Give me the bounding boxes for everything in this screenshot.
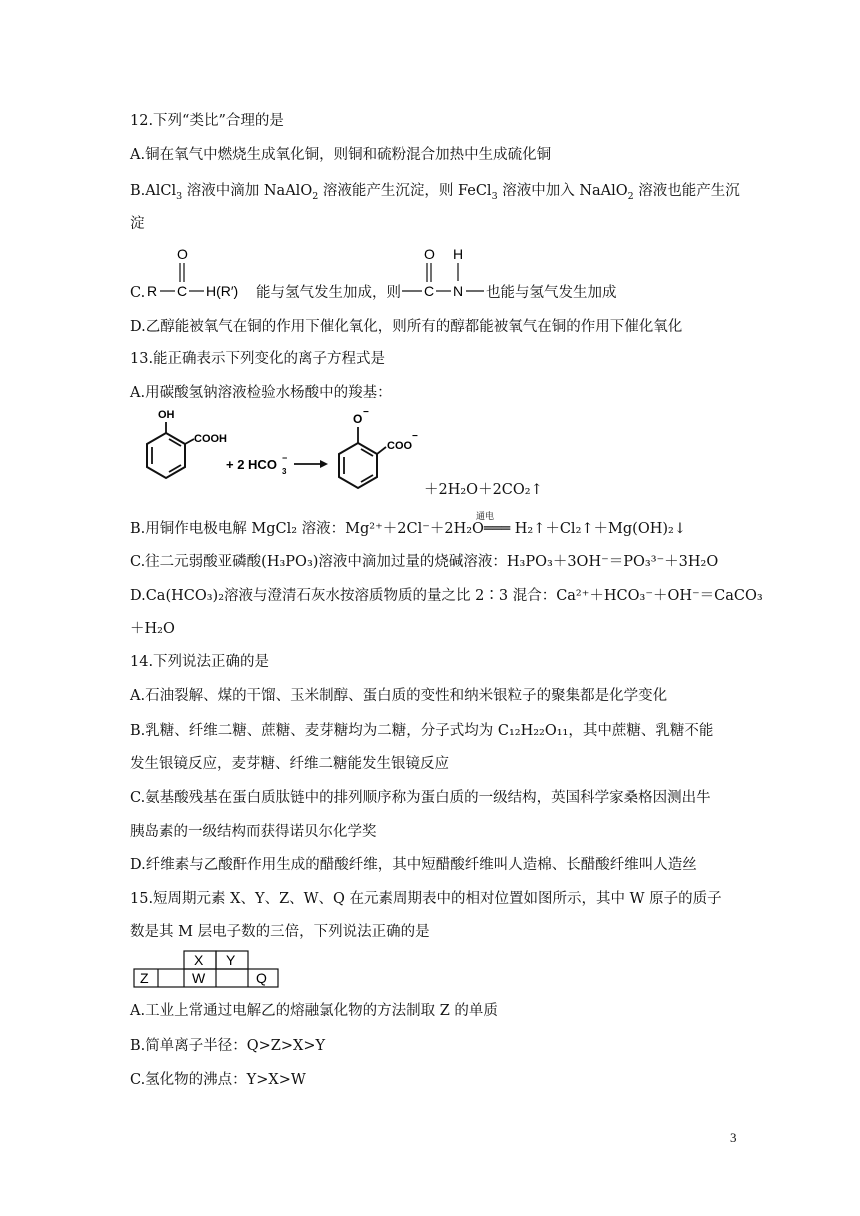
right-o-minus: − xyxy=(363,407,369,418)
q12-option-b-line1: B.AlCl$_3$ 溶液中滴加 NaAlO$_2$ 溶液能产生沉淀，则 FeCl$_3$ 溶液中加入 NaAlO$_2$ 溶液也能产生沉 xyxy=(130,183,740,202)
q12-b-part1: B.AlCl xyxy=(130,183,177,199)
q14-option-a: A.石油裂解、煤的干馏、玉米制醇、蛋白质的变性和纳米银粒子的聚集都是化学变化 xyxy=(130,688,668,704)
cell-x: X xyxy=(194,952,204,968)
struct1-c: C xyxy=(177,283,188,299)
electrolysis-label: 通电 xyxy=(476,512,495,522)
struct1-oxygen: O xyxy=(177,246,188,262)
q13-option-a-products: ＋2H₂O＋2CO₂↑ xyxy=(424,482,543,498)
reagent-label: + 2 HCO xyxy=(226,457,277,472)
q13-option-d-line2: ＋H₂O xyxy=(130,621,175,637)
q15-title-line1: 15.短周期元素 X、Y、Z、W、Q 在元素周期表中的相对位置如图所示，其中 W 原子的质子 xyxy=(130,891,722,907)
q12-option-b-line2: 淀 xyxy=(130,216,145,232)
q12-option-c-mid: 能与氢气发生加成，则 xyxy=(256,285,401,301)
q14-option-c-line2: 胰岛素的一级结构而获得诺贝尔化学奖 xyxy=(130,824,377,840)
reagent-superscript: − xyxy=(282,453,288,463)
right-o-label: O xyxy=(353,412,363,426)
q14-option-b-line1: B.乳糖、纤维二糖、蔗糖、麦芽糖均为二糖，分子式均为 C₁₂H₂₂O₁₁，其中蔗糖、乳糖不能 xyxy=(130,723,714,739)
right-coo-minus: − xyxy=(412,431,418,442)
q12-b-part3: 溶液能产生沉淀，则 FeCl xyxy=(318,183,492,199)
struct1-r: R xyxy=(147,283,158,299)
q12-option-c-prefix: C. xyxy=(130,285,146,301)
q12-title: 12.下列“类比”合理的是 xyxy=(130,113,284,129)
q14-option-b-line2: 发生银镜反应，麦芽糖、纤维二糖能发生银镜反应 xyxy=(130,756,449,772)
q12-b-part4: 溶液中加入 NaAlO xyxy=(497,183,628,199)
struct2-oxygen: O xyxy=(424,246,435,262)
q15-option-b: B.简单离子半径：Q>Z>X>Y xyxy=(130,1038,326,1054)
cell-q: Q xyxy=(256,970,267,986)
page-number: 3 xyxy=(730,1130,737,1145)
q15-option-c: C.氢化物的沸点：Y>X>W xyxy=(130,1072,306,1088)
q12-b-part5: 溶液也能产生沉 xyxy=(633,183,740,199)
struct2-h: H xyxy=(453,246,464,262)
left-cooh-label: COOH xyxy=(194,433,227,445)
struct2-c: C xyxy=(424,283,435,299)
q12-b-part2: 溶液中滴加 NaAlO xyxy=(182,183,313,199)
q13-title: 13.能正确表示下列变化的离子方程式是 xyxy=(130,351,386,367)
reaction-arrow-icon xyxy=(320,460,328,468)
right-coo-label: COO xyxy=(387,440,413,452)
q14-title: 14.下列说法正确的是 xyxy=(130,654,270,670)
struct2-n: N xyxy=(453,283,464,299)
periodic-table-fragment xyxy=(132,948,282,990)
cell-z: Z xyxy=(140,970,149,986)
struct1-h: H(R′) xyxy=(206,283,239,299)
salicylic-acid-reaction-image xyxy=(130,405,422,495)
cell-w: W xyxy=(192,970,206,986)
q12-option-c-suffix: 也能与氢气发生加成 xyxy=(486,285,617,301)
q12-option-d: D.乙醇能被氧气在铜的作用下催化氧化，则所有的醇都能被氧气在铜的作用下催化氧化 xyxy=(130,319,683,335)
q13-option-a: A.用碳酸氢钠溶液检验水杨酸中的羧基： xyxy=(130,385,392,401)
q13-option-c: C.往二元弱酸亚磷酸(H₃PO₃)溶液中滴加过量的烧碱溶液：H₃PO₃＋3OH⁻＝PO₃³⁻＋3H₂O xyxy=(130,554,719,570)
q13-option-d-line1: D.Ca(HCO₃)₂溶液与澄清石灰水按溶质物质的量之比 2∶3 混合：Ca²⁺＋HCO₃⁻＋OH⁻＝CaCO₃ xyxy=(130,588,763,604)
q15-title-line2: 数是其 M 层电子数的三倍，下列说法正确的是 xyxy=(130,924,430,940)
q14-option-c-line1: C.氨基酸残基在蛋白质肽链中的排列顺序称为蛋白质的一级结构，英国科学家桑格因测出牛 xyxy=(130,790,711,806)
cell-y: Y xyxy=(226,952,236,968)
amide-structure xyxy=(400,244,486,302)
reagent-subscript: 3 xyxy=(282,467,287,476)
q15-option-a: A.工业上常通过电解乙的熔融氯化物的方法制取 Z 的单质 xyxy=(130,1003,498,1019)
q12-option-a: A.铜在氧气中燃烧生成氧化铜，则铜和硫粉混合加热中生成硫化铜 xyxy=(130,147,552,163)
q13-option-b: B.用铜作电极电解 MgCl₂ 溶液：Mg²⁺＋2Cl⁻＋2H₂O═══ H₂↑＋Cl₂↑＋Mg(OH)₂↓ xyxy=(130,521,686,537)
left-oh-label: OH xyxy=(158,409,175,421)
aldehyde-ketone-structure xyxy=(144,244,256,302)
q14-option-d: D.纤维素与乙酸酐作用生成的醋酸纤维，其中短醋酸纤维叫人造棉、长醋酸纤维叫人造丝 xyxy=(130,857,697,873)
